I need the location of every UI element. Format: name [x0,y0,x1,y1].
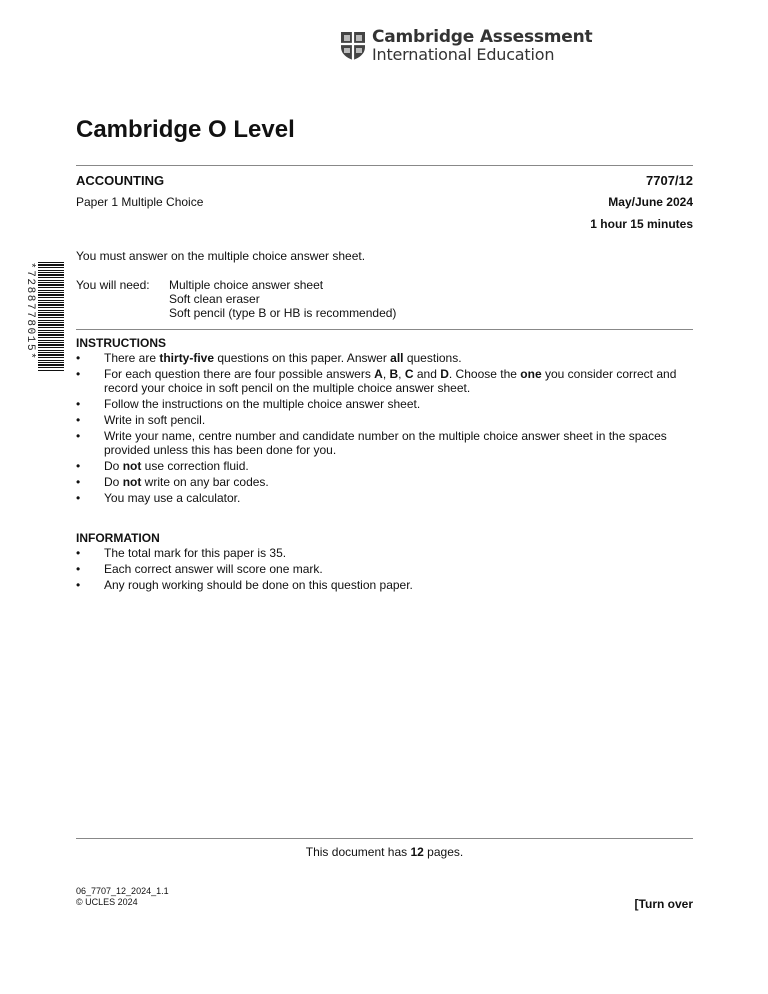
divider [76,838,693,839]
bullet-icon: • [76,413,81,427]
cambridge-logo [340,28,592,64]
page-count: 12 [410,845,424,859]
bullet-icon: • [76,491,81,505]
turn-over: [Turn over [634,897,693,911]
list-item: • Do not use correction fluid. [76,459,249,473]
bullet-icon: • [76,459,81,473]
instructions-list [76,351,696,507]
need-label: You will need: [76,278,150,292]
bullet-icon: • [76,578,81,592]
list-item: • Write in soft pencil. [76,413,206,427]
copyright: © UCLES 2024 [76,897,138,907]
instructions-heading: INSTRUCTIONS [76,336,166,350]
list-item: • Any rough working should be done on this question paper. [76,578,413,592]
divider [76,329,693,330]
barcode-bars-icon [38,262,64,372]
cambridge-shield-icon [340,31,366,61]
page-title: Cambridge O Level [76,116,295,143]
exam-session: May/June 2024 [608,195,693,209]
org-name-line1: Cambridge Assessment [372,27,593,47]
bullet-icon: • [76,351,81,365]
bullet-icon: • [76,562,81,576]
need-item: Multiple choice answer sheet [169,278,324,292]
bullet-icon: • [76,546,81,560]
barcode [24,262,64,372]
need-item: Soft pencil (type B or HB is recommended) [169,306,397,320]
list-item: • Each correct answer will score one mark. [76,562,323,576]
org-name-line2: International Education [372,45,555,64]
bullet-icon: • [76,429,81,443]
document-id: 06_7707_12_2024_1.1 [76,886,169,896]
information-heading: INFORMATION [76,531,160,545]
bullet-icon: • [76,475,81,489]
paper-name: Paper 1 Multiple Choice [76,195,204,209]
exam-duration: 1 hour 15 minutes [590,217,693,231]
list-item: • The total mark for this paper is 35. [76,546,287,560]
page-count-note: This document has 12 pages. [305,845,464,859]
answer-instruction: You must answer on the multiple choice answer sheet. [76,249,366,263]
need-item: Soft clean eraser [169,292,260,306]
list-item: • You may use a calculator. [76,491,241,505]
divider [76,165,693,166]
document-id-block [76,886,169,908]
list-item: • Follow the instructions on the multiple choice answer sheet. [76,397,421,411]
bullet-icon: • [76,367,81,381]
information-list [76,546,696,594]
need-items [169,278,396,320]
list-item: • There are thirty-five questions on this paper. Answer all questions. [76,351,462,365]
list-item: • Do not write on any bar codes. [76,475,269,489]
barcode-digits: *7288778015* [24,262,36,361]
bullet-icon: • [76,397,81,411]
subject-name: ACCOUNTING [76,173,165,188]
list-item: • For each question there are four possible answers A, B, C and D. Choose the one you consider correct and record your choice in soft pencil on the multiple choice answer sheet. [76,367,677,395]
syllabus-code: 7707/12 [646,173,693,188]
list-item: • Write your name, centre number and candidate number on the multiple choice answer sheet in the spaces provided unless this has been done for you. [76,429,667,457]
